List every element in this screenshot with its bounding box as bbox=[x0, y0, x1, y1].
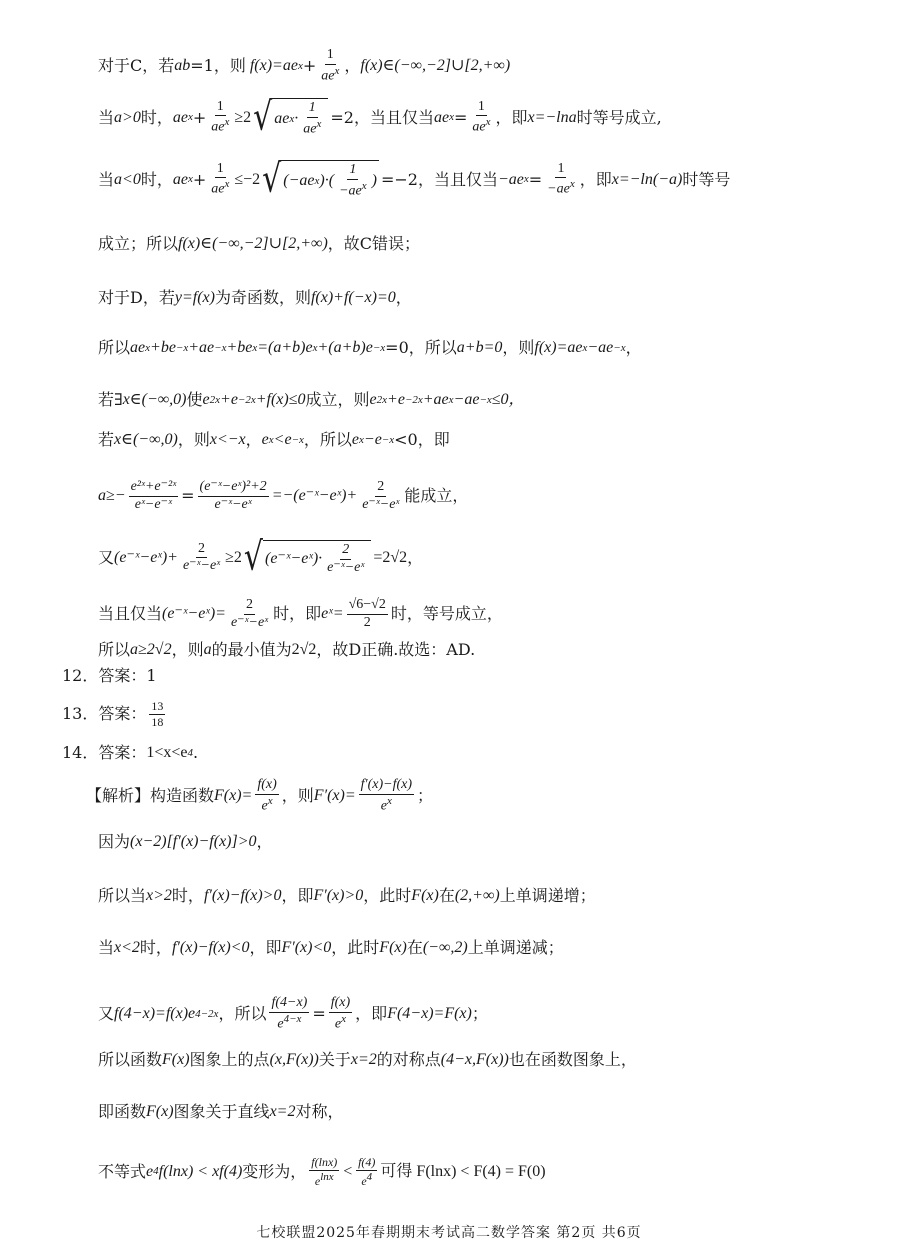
fraction: $\frac{\text{e²ˣ+e⁻²ˣ}}{\text{eˣ−e⁻ˣ}}$ bbox=[130, 479, 177, 512]
text-line: 又 f(4−x)=f(x)e 4−2x ，所以 $\frac{f(4-x)}{e^{4-x}}$ = $\frac{f(x)}{e^x}$ ，即 F(4−x)=F(x) ； bbox=[98, 995, 488, 1032]
fraction: $\frac{f(4)}{e^4}$ bbox=[358, 1155, 376, 1188]
answer-13: 13．答案： $\frac{13}{18}$ bbox=[62, 699, 164, 729]
fraction: $\frac{1}{ae^x}$ bbox=[211, 160, 230, 197]
text-line: 即函数 F(x) 图象关于直线 x=2 对称， bbox=[98, 1102, 344, 1121]
text-line: 对于C，若 ab =1，则 f(x)=ae x + $\frac{1}{ae^x}$ ， f(x)∈(−∞,−2]∪[2,+∞) bbox=[98, 47, 511, 84]
fraction: $\frac{13}{18}$ bbox=[151, 699, 164, 729]
fraction: $\frac{1}{ae^x}$ bbox=[211, 98, 230, 135]
text-line: 当 a>0 时， ae x + $\frac{1}{ae^x}$ ≥2 √ ae x · $\frac{1}{ae^x}$ =2，当且仅当 ae x = $\frac{1}{ae^x}$ ，即 x=−lna 时等号成立, bbox=[98, 94, 662, 140]
sqrt: √ (−ae x )·( $\frac{1}{-ae^x}$ ) bbox=[262, 156, 377, 202]
text-line: 当 x<2 时， f′(x)−f(x)<0 ，即 F′(x)<0 ，此时 F(x) 在 (−∞,2) 上单调递减； bbox=[98, 938, 564, 957]
fraction: $\frac{√6-√2}{2}$ bbox=[348, 597, 386, 630]
text-line: 【解析】构造函数 F(x)= $\frac{f(x)}{e^x}$ ，则 F′(x)= $\frac{f'(x)-f(x)}{e^x}$ ； bbox=[86, 777, 434, 814]
text-line: 所以当 x>2 时， f′(x)−f(x)>0 ，即 F′(x)>0 ，此时 F(x) 在 (2,+∞) 上单调递增； bbox=[98, 886, 596, 905]
text-line: 若∃ x∈(−∞,0) 使 e 2x +e −2x +f(x)≤0 成立，则 e 2x +e −2x +ae x −ae −x ≤0， bbox=[98, 390, 525, 409]
fraction: $\frac{2}{\text{e⁻ˣ−eˣ}}$ bbox=[230, 597, 269, 630]
sqrt: √ (e⁻ˣ−eˣ)· $\frac{2}{\text{e⁻ˣ−eˣ}}$ bbox=[244, 540, 371, 575]
fraction: $\frac{f(x)}{e^x}$ bbox=[257, 777, 277, 814]
fraction: $\frac{1}{ae^x}$ bbox=[321, 47, 340, 84]
answer-12: 12．答案：1 bbox=[62, 666, 157, 685]
fraction: $\frac{f(\ln x)}{e^{lnx}}$ bbox=[311, 1155, 338, 1188]
sqrt: √ ae x · $\frac{1}{ae^x}$ bbox=[253, 98, 328, 137]
text-line: 所以函数 F(x) 图象上的点 (x,F(x)) 关于 x=2 的对称点 (4−x,F(x)) 也在函数图象上， bbox=[98, 1050, 637, 1069]
fraction: $\frac{\text{(e⁻ˣ−eˣ)²+2}}{\text{e⁻ˣ−eˣ}}$ bbox=[199, 479, 267, 512]
page-footer: 七校联盟2025年春期期末考试高二数学答案 第2页 共6页 bbox=[256, 1225, 642, 1241]
text-line: 对于D，若 y=f(x) 为奇函数，则 f(x)+f(−x)=0 ， bbox=[98, 288, 412, 307]
text-line: 因为 (x−2)[f′(x)−f(x)]>0 ， bbox=[98, 832, 273, 851]
fraction: $\frac{1}{-ae^x}$ bbox=[547, 160, 575, 197]
text-line: a≥− $\frac{\text{e²ˣ+e⁻²ˣ}}{\text{eˣ−e⁻ˣ}}$ = $\frac{\text{(e⁻ˣ−eˣ)²+2}}{\text{e⁻ˣ−eˣ}}$ =−(e⁻ˣ−eˣ)+ $\frac{2}{\text{e⁻ˣ−eˣ}}$ 能成立， bbox=[98, 479, 469, 512]
text-line: 若 x∈(−∞,0) ，则 x<−x ， e x <e −x ，所以 e x −e −x <0，即 bbox=[98, 430, 450, 449]
answer-14: 14．答案： 1<x<e 4 . bbox=[62, 743, 199, 762]
fraction: $\frac{f(x)}{e^x}$ bbox=[330, 995, 351, 1032]
fraction: $\frac{f'(x)-f(x)}{e^x}$ bbox=[360, 777, 412, 814]
text-line: 所以 a≥2√2 ，则 a 的最小值为 2√2 ，故D正确.故选：AD. bbox=[98, 640, 476, 659]
fraction: $\frac{2}{\text{e⁻ˣ−eˣ}}$ bbox=[362, 479, 400, 512]
text-line: 当且仅当 (e⁻ˣ−eˣ)= $\frac{2}{\text{e⁻ˣ−eˣ}}$ 时，即 eˣ= $\frac{√6-√2}{2}$ 时，等号成立， bbox=[98, 597, 503, 630]
text-line: 又 (e⁻ˣ−eˣ)+ $\frac{2}{\text{e⁻ˣ−eˣ}}$ ≥2 √ (e⁻ˣ−eˣ)· $\frac{2}{\text{e⁻ˣ−eˣ}}$ =2√2 ， bbox=[98, 534, 424, 580]
text-line: 不等式 e 4 f(lnx) < xf(4) 变形为， $\frac{f(\ln x)}{e^{lnx}}$ < $\frac{f(4)}{e^4}$ 可得 F(lnx) < F(4) = F(0) bbox=[98, 1155, 546, 1188]
text-line: 成立；所以 f(x)∈(−∞,−2]∪[2,+∞) ，故C错误； bbox=[98, 234, 421, 253]
fraction: $\frac{f(4-x)}{e^{4-x}}$ bbox=[271, 995, 308, 1032]
fraction: $\frac{1}{ae^x}$ bbox=[472, 98, 491, 135]
text-line: 所以 ae x +be −x +ae −x +be x =(a+b)e x +(a+b)e −x =0，所以 a+b=0 ，则 f(x)=ae x −ae −x ， bbox=[98, 338, 642, 357]
fraction: $\frac{2}{\text{e⁻ˣ−eˣ}}$ bbox=[182, 540, 221, 574]
text-line: 当 a<0 时， ae x + $\frac{1}{ae^x}$ ≤−2 √ (−ae x )·( $\frac{1}{-ae^x}$ ) =−2，当且仅当 −ae x = $\frac{1}{-ae^x}$ ，即 x=−ln(−a) 时等号 bbox=[98, 156, 731, 202]
